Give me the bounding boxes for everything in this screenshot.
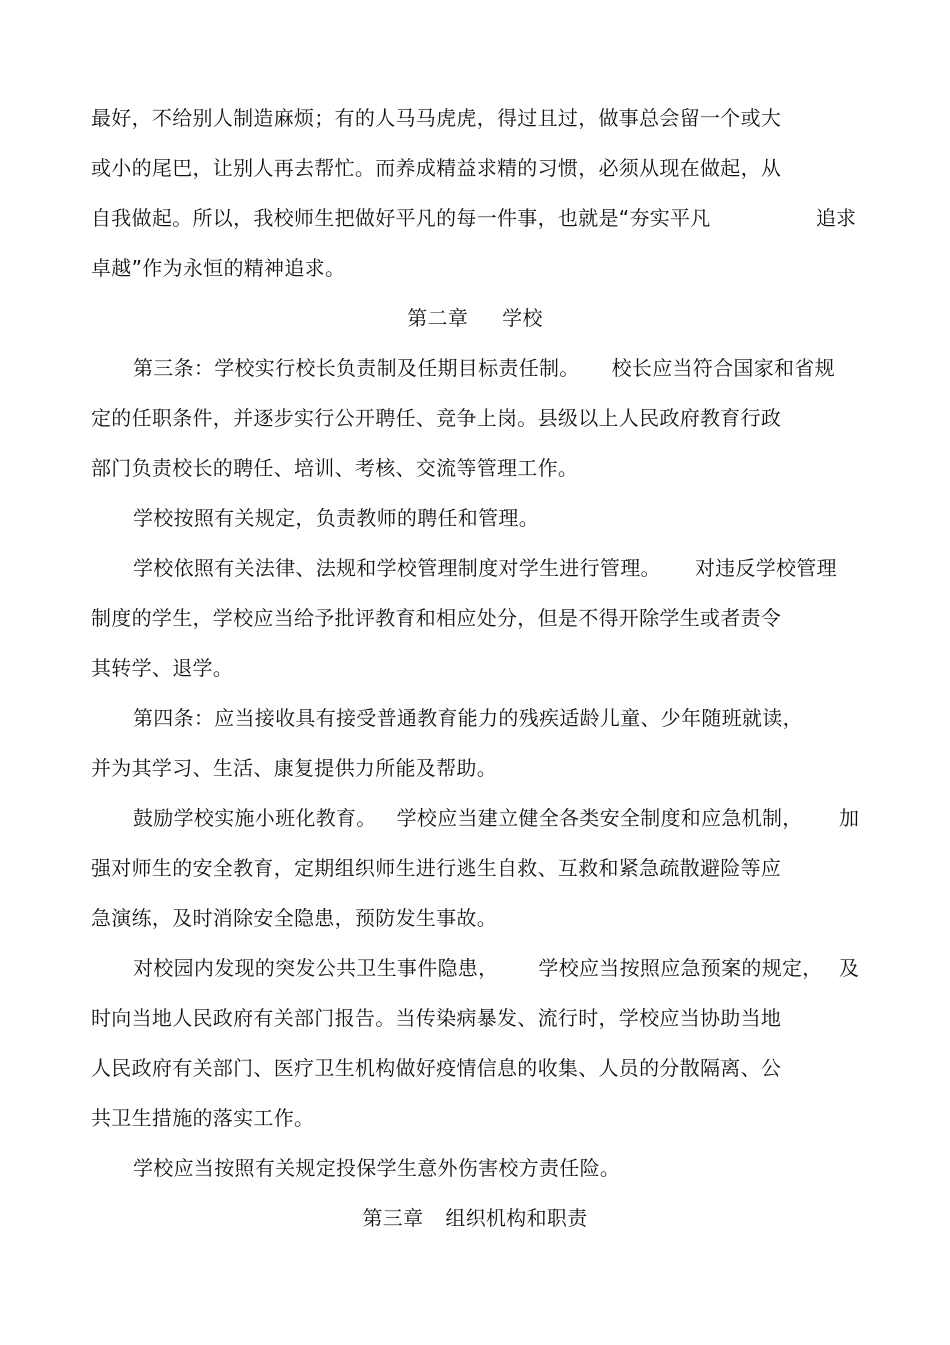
chapter-number: 第二章 [407, 306, 469, 330]
paragraph-line: 最好，不给别人制造麻烦；有的人马马虎虎，得过且过，做事总会留一个或大 [91, 106, 782, 130]
paragraph-line [133, 806, 803, 830]
chapter-title: 学校 [502, 306, 543, 330]
paragraph-line: 定的任职条件，并逐步实行公开聘任、竞争上岗。县级以上人民政府教育行政 [91, 406, 782, 430]
clause-text: 学校应当建立健全各类安全制度和应急机制， [396, 806, 803, 830]
paragraph-line: 共卫生措施的落实工作。 [91, 1106, 315, 1130]
chapter-heading [0, 306, 950, 330]
paragraph-line: 人民政府有关部门、医疗卫生机构做好疫情信息的收集、人员的分散隔离、公 [91, 1056, 782, 1080]
clause-text: 对校园内发现的突发公共卫生事件隐患， [133, 956, 499, 980]
paragraph-line [133, 556, 837, 580]
clause-text: 校长应当符合国家和省规 [611, 356, 835, 380]
clause-text: 学校应当按照应急预案的规定， [538, 956, 823, 980]
paragraph-line: 急演练，及时消除安全隐患，预防发生事故。 [91, 906, 497, 930]
chapter-number: 第三章 [362, 1206, 424, 1230]
clause-text: 对违反学校管理 [694, 556, 837, 580]
paragraph-line-tail: 追求 [816, 206, 856, 230]
paragraph-line [133, 956, 823, 980]
clause-text: 第三条：学校实行校长负责制及任期目标责任制。 [133, 356, 580, 380]
chapter-heading [0, 1206, 950, 1230]
paragraph-line: 自我做起。所以，我校师生把做好平凡的每一件事，也就是“夯实平凡 [91, 206, 711, 230]
paragraph-line: 并为其学习、生活、康复提供力所能及帮助。 [91, 756, 497, 780]
paragraph-line-tail: 及 [839, 956, 859, 980]
paragraph-line: 或小的尾巴，让别人再去帮忙。而养成精益求精的习惯，必须从现在做起，从 [91, 156, 782, 180]
paragraph-line: 制度的学生，学校应当给予批评教育和相应处分，但是不得开除学生或者责令 [91, 606, 782, 630]
paragraph-line: 卓越”作为永恒的精神追求。 [91, 256, 346, 280]
paragraph-line: 学校应当按照有关规定投保学生意外伤害校方责任险。 [133, 1156, 621, 1180]
clause-text: 鼓励学校实施小班化教育。 [133, 806, 377, 830]
paragraph-line: 时向当地人民政府有关部门报告。当传染病暴发、流行时，学校应当协助当地 [91, 1006, 782, 1030]
paragraph-line: 部门负责校长的聘任、培训、考核、交流等管理工作。 [91, 456, 579, 480]
chapter-title: 组织机构和职责 [445, 1206, 588, 1230]
paragraph-line: 第四条：应当接收具有接受普通教育能力的残疾适龄儿童、少年随班就读， [133, 706, 803, 730]
paragraph-line [133, 356, 835, 380]
paragraph-line: 强对师生的安全教育，定期组织师生进行逃生自救、互救和紧急疏散避险等应 [91, 856, 782, 880]
paragraph-line-tail: 加 [839, 806, 859, 830]
clause-text: 学校依照有关法律、法规和学校管理制度对学生进行管理。 [133, 556, 661, 580]
paragraph-line: 其转学、退学。 [91, 656, 234, 680]
paragraph-line: 学校按照有关规定，负责教师的聘任和管理。 [133, 506, 539, 530]
